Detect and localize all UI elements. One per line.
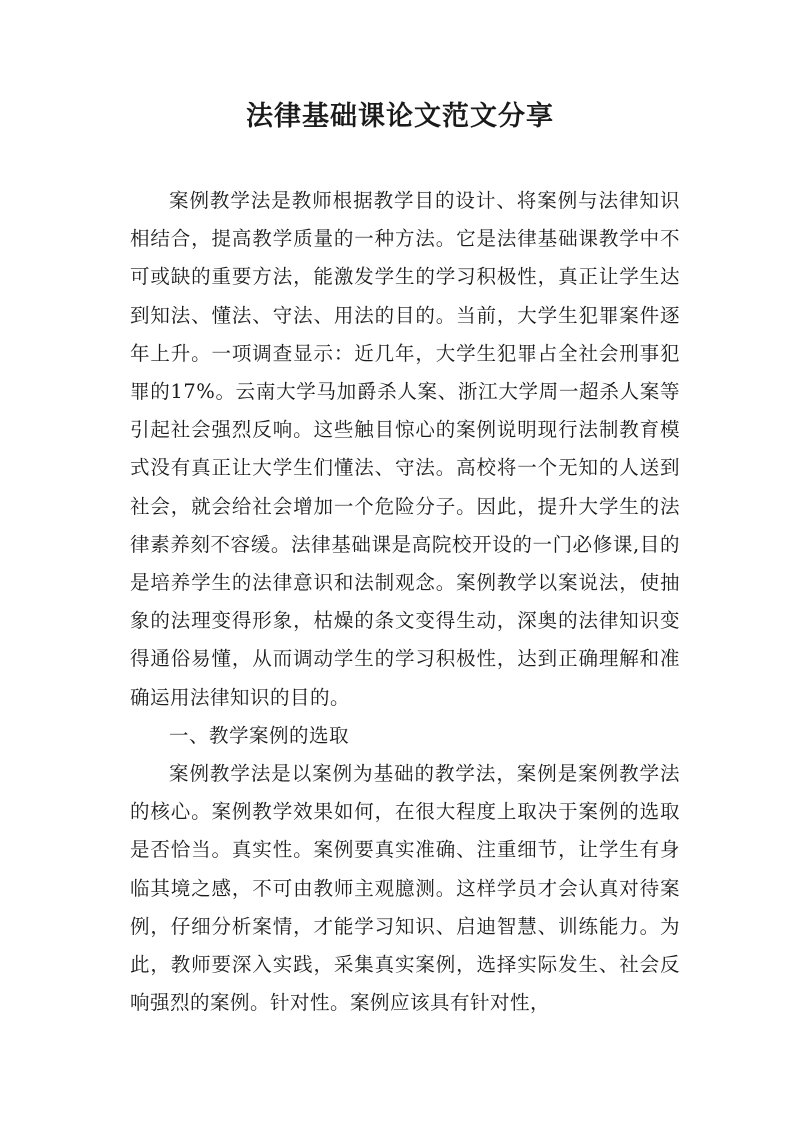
document-body [130, 182, 680, 1022]
paragraph-intro: 案例教学法是教师根据教学目的设计、将案例与法律知识相结合，提高教学质量的一种方法。它是法律基础课教学中不可或缺的重要方法，能激发学生的学习积极性，真正让学生达到知法、懂法、守法、用法的目的。当前，大学生犯罪案件逐年上升。一项调查显示：近几年，大学生犯罪占全社会刑事犯罪的17%。云南大学马加爵杀人案、浙江大学周一超杀人案等引起社会强烈反响。这些触目惊心的案例说明现行法制教育模式没有真正让大学生们懂法、守法。高校将一个无知的人送到社会，就会给社会增加一个危险分子。因此，提升大学生的法律素养刻不容缓。法律基础课是高院校开设的一门必修课,目的是培养学生的法律意识和法制观念。案例教学以案说法，使抽象的法理变得形象，枯燥的条文变得生动，深奥的法律知识变得通俗易懂，从而调动学生的学习积极性，达到正确理解和准确运用法律知识的目的。 [130, 189, 680, 709]
section-heading-case-selection: 一、教学案例的选取 [169, 723, 350, 747]
document-title: 法律基础课论文范文分享 [246, 101, 554, 132]
paragraph-case-selection: 案例教学法是以案例为基础的教学法，案例是案例教学法的核心。案例教学效果如何，在很大程度上取决于案例的选取是否恰当。真实性。案例要真实准确、注重细节，让学生有身临其境之感，不可由教师主观臆测。这样学员才会认真对待案例，仔细分析案情，才能学习知识、启迪智慧、训练能力。为此，教师要深入实践，采集真实案例，选择实际发生、社会反响强烈的案例。针对性。案例应该具有针对性， [130, 762, 680, 1015]
